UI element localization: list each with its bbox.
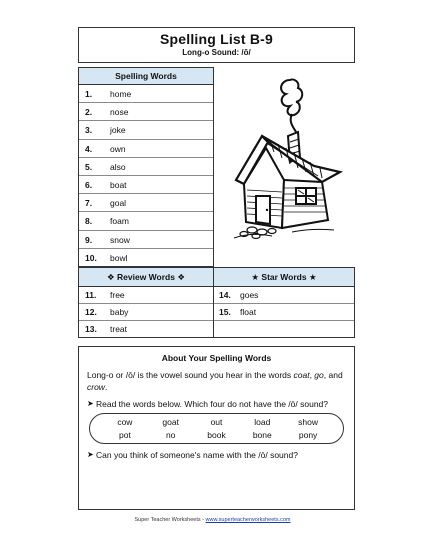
item-number: 1. bbox=[85, 89, 93, 99]
item-number: 5. bbox=[85, 161, 93, 172]
item-number: 3. bbox=[85, 125, 93, 136]
item-word: foam bbox=[110, 216, 129, 227]
list-item bbox=[79, 194, 213, 212]
word-bank-item: cow bbox=[117, 417, 133, 427]
window bbox=[296, 188, 316, 204]
word-bank-item: pot bbox=[118, 430, 131, 440]
page-subtitle: Long-o Sound: /ō/ bbox=[182, 48, 251, 57]
list-item bbox=[79, 249, 213, 267]
arrow-icon: ➤ bbox=[87, 399, 94, 408]
list-item bbox=[79, 304, 213, 321]
separator: . bbox=[104, 382, 108, 392]
word-bank-item: pony bbox=[298, 430, 318, 440]
footer-link[interactable]: www.superteacherworksheets.com bbox=[205, 517, 291, 523]
item-number: 15. bbox=[219, 307, 231, 317]
word-bank-item: load bbox=[254, 417, 271, 427]
item-word: boat bbox=[110, 179, 127, 190]
item-word: snow bbox=[110, 234, 130, 245]
list-item bbox=[79, 121, 213, 139]
item-word: also bbox=[110, 161, 126, 172]
item-word: bowl bbox=[110, 252, 128, 263]
item-number: 4. bbox=[85, 143, 93, 154]
item-number: 10. bbox=[85, 252, 97, 263]
separator: , and bbox=[323, 370, 343, 380]
item-word: free bbox=[110, 290, 125, 300]
item-word: goes bbox=[240, 290, 259, 300]
list-item bbox=[79, 287, 213, 304]
about-title: About Your Spelling Words bbox=[161, 353, 272, 363]
star-words-header: ★ Star Words ★ bbox=[214, 268, 354, 287]
footer-text: Super Teacher Worksheets - bbox=[134, 517, 206, 523]
item-word: goal bbox=[110, 198, 127, 209]
list-item bbox=[79, 231, 213, 249]
about-paragraph bbox=[87, 369, 346, 393]
separator: , bbox=[309, 370, 315, 380]
item-word: joke bbox=[110, 125, 126, 136]
item-number: 2. bbox=[85, 107, 93, 118]
review-star-table bbox=[78, 267, 355, 338]
stones bbox=[240, 227, 276, 239]
list-item bbox=[79, 103, 213, 121]
question-1 bbox=[87, 398, 346, 410]
example-word: coat bbox=[293, 370, 310, 380]
list-item bbox=[214, 304, 354, 321]
example-word: go bbox=[314, 370, 324, 380]
item-number: 6. bbox=[85, 179, 93, 190]
question-2 bbox=[87, 449, 346, 461]
word-bank-item: show bbox=[298, 417, 318, 427]
review-words-list bbox=[79, 287, 214, 337]
item-word: baby bbox=[110, 307, 129, 317]
question-2-text: Can you think of someone's name with the /ō/ sound? bbox=[96, 450, 298, 460]
item-word: own bbox=[110, 143, 126, 154]
word-bank-item: no bbox=[165, 430, 176, 440]
arrow-icon: ➤ bbox=[87, 450, 94, 459]
review-words-header: ❖ Review Words ❖ bbox=[79, 268, 214, 287]
item-number: 14. bbox=[219, 290, 231, 300]
list-item bbox=[79, 85, 213, 103]
word-bank-item: bone bbox=[252, 430, 272, 440]
item-word: float bbox=[240, 307, 257, 317]
word-bank bbox=[89, 413, 344, 444]
list-item bbox=[79, 176, 213, 194]
list-item bbox=[79, 321, 213, 338]
list-item bbox=[214, 287, 354, 304]
item-number: 12. bbox=[85, 307, 97, 317]
word-bank-item: out bbox=[210, 417, 223, 427]
item-number: 13. bbox=[85, 324, 97, 334]
footer bbox=[0, 517, 425, 523]
item-word: nose bbox=[110, 107, 129, 118]
word-bank-item: book bbox=[207, 430, 226, 440]
item-number: 7. bbox=[85, 198, 93, 209]
item-number: 8. bbox=[85, 216, 93, 227]
about-text: Long-o or /ō/ is the vowel sound you hear in the words bbox=[87, 370, 294, 380]
item-number: 11. bbox=[85, 290, 97, 300]
question-1-text: Read the words below. Which four do not have the /ō/ sound? bbox=[96, 399, 329, 409]
list-item bbox=[79, 158, 213, 176]
item-word: home bbox=[110, 89, 132, 99]
item-number: 9. bbox=[85, 234, 93, 245]
about-box bbox=[78, 346, 355, 510]
list-item bbox=[79, 140, 213, 158]
word-bank-item: goat bbox=[162, 417, 179, 427]
star-words-list bbox=[214, 287, 354, 337]
example-word: crow bbox=[87, 382, 105, 392]
spelling-words-table bbox=[78, 67, 214, 267]
title-box bbox=[78, 27, 355, 63]
spelling-words-header: Spelling Words bbox=[79, 68, 213, 85]
page-title: Spelling List B-9 bbox=[159, 31, 274, 47]
house-illustration bbox=[222, 72, 352, 252]
list-item bbox=[79, 212, 213, 230]
item-word: treat bbox=[110, 324, 128, 334]
